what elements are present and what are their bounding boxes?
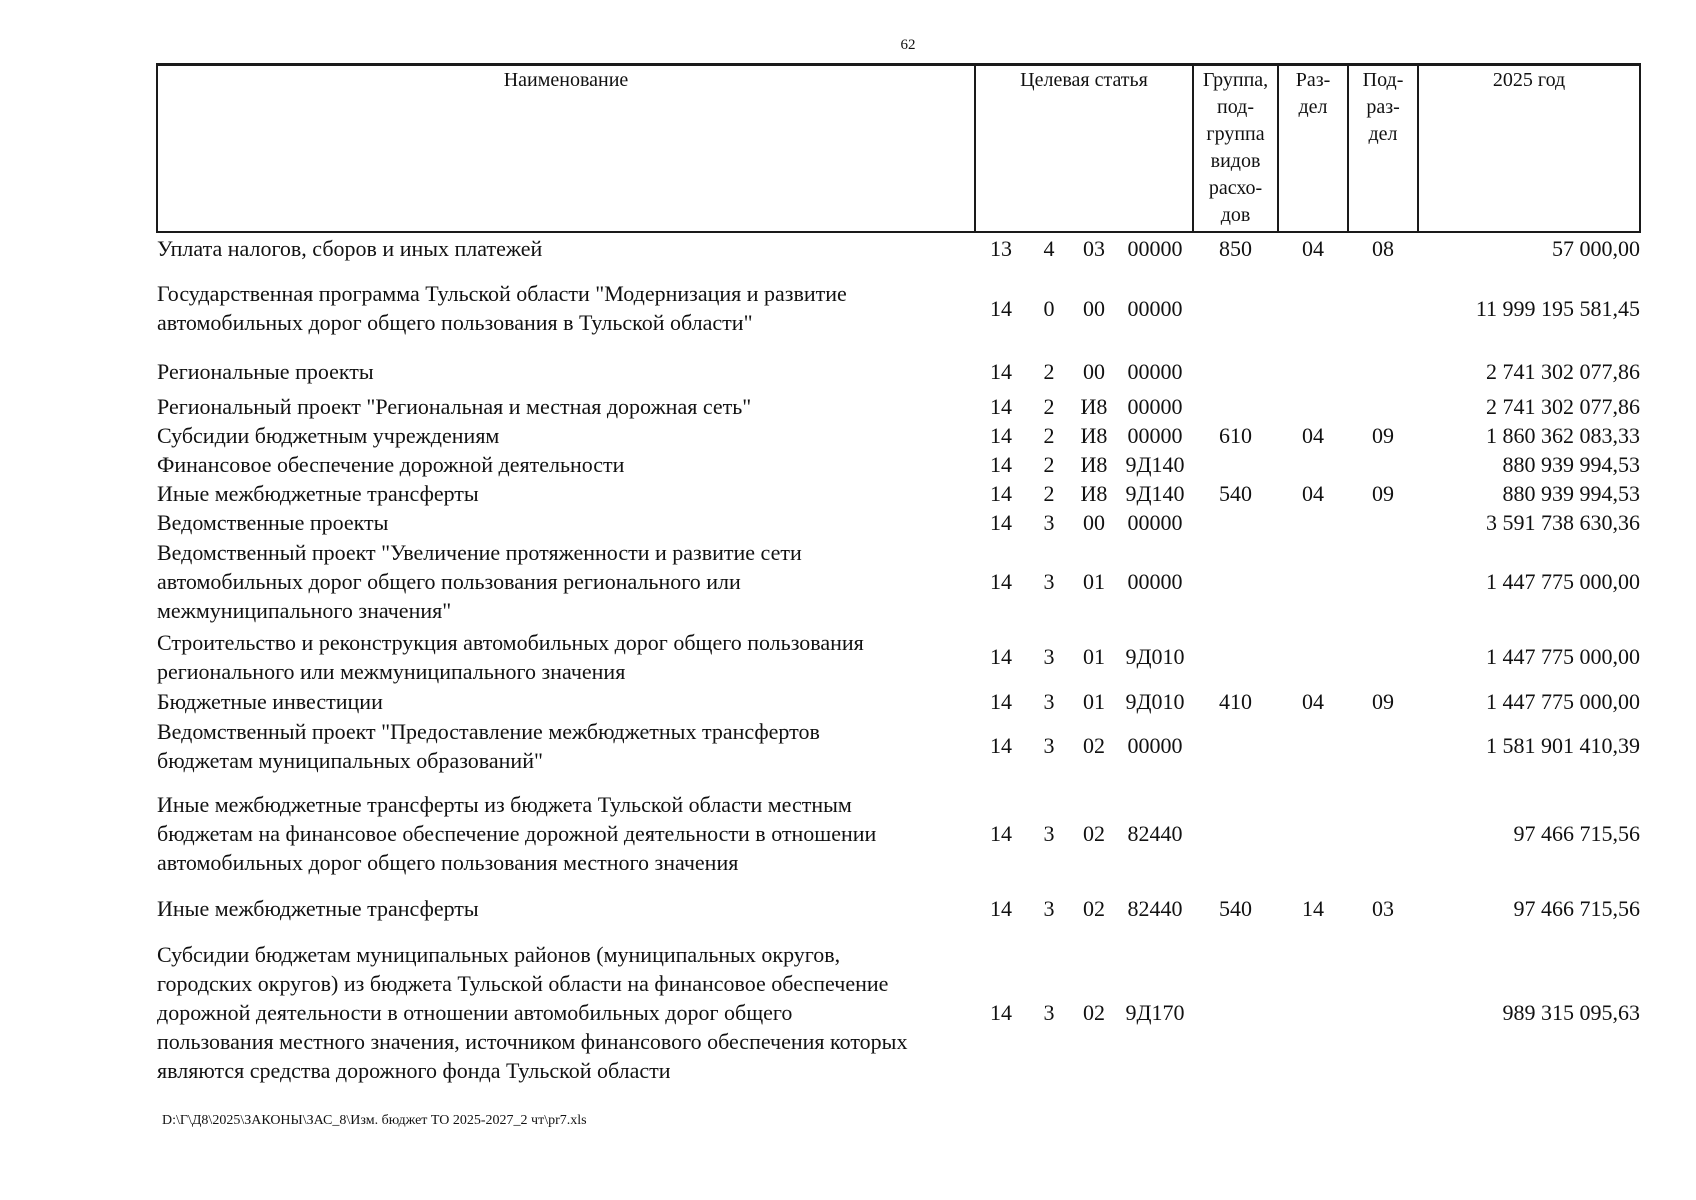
row-subsection: [1348, 450, 1418, 479]
row-expense-group: [1193, 627, 1278, 687]
text-line: Иные межбюджетные трансферты: [157, 480, 479, 506]
text-line: Иные межбюджетные трансферты из бюджета Тульской области местным: [157, 791, 852, 817]
row-section: [1278, 537, 1348, 627]
text-line: Региональный проект "Региональная и местная дорожная сеть": [157, 393, 752, 419]
row-section: [1278, 627, 1348, 687]
row-amount: 1 447 775 000,00: [1486, 644, 1641, 669]
row-code-project: 02: [1083, 1000, 1105, 1025]
header-expense-group-lines: [1196, 67, 1275, 229]
row-subsection: [1348, 265, 1418, 352]
row-code-project: И8: [1080, 422, 1108, 448]
text-line: Региональные проекты: [157, 359, 374, 384]
row-code-program: 14: [990, 422, 1012, 448]
text-line: межмуниципального значения": [157, 598, 452, 623]
row-expense-group: 850: [1219, 236, 1253, 261]
row-amount: 57 000,00: [1552, 236, 1641, 261]
row-section: [1278, 927, 1348, 1099]
page-number: 62: [900, 37, 916, 53]
row-amount: 1 581 901 410,39: [1486, 733, 1641, 758]
row-code-subprogram: 2: [1043, 359, 1055, 384]
row-code-project: И8: [1080, 480, 1108, 506]
table-row: [157, 927, 1640, 1099]
row-code-project: 00: [1083, 509, 1105, 535]
table-row: [157, 776, 1640, 891]
text-line: под-: [1217, 96, 1255, 118]
row-name: [157, 716, 975, 776]
header-year: 2025 год: [1418, 65, 1640, 232]
row-amount: 97 466 715,56: [1513, 896, 1641, 921]
row-section: [1278, 776, 1348, 891]
row-code-program: 14: [990, 393, 1012, 419]
row-expense-group: [1193, 450, 1278, 479]
text-line: регионального или межмуниципального значения: [157, 658, 626, 684]
row-code-project: 02: [1083, 820, 1105, 846]
row-section: 14: [1302, 896, 1325, 921]
row-section: [1278, 508, 1348, 537]
row-expense-group: 540: [1219, 480, 1253, 506]
row-code-subprogram: 3: [1043, 569, 1055, 594]
row-section: [1278, 450, 1348, 479]
row-code-direction: 9Д010: [1125, 644, 1185, 669]
table-row: [157, 392, 1640, 421]
row-subsection: [1348, 392, 1418, 421]
text-line: расхо-: [1208, 177, 1263, 199]
row-subsection: [1348, 508, 1418, 537]
row-subsection: [1348, 716, 1418, 776]
text-line: автомобильных дорог общего пользования регионального или: [157, 569, 741, 594]
row-expense-group: [1193, 927, 1278, 1099]
text-line: городских округов) из бюджета Тульской области на финансовое обеспечение: [157, 971, 889, 996]
text-line: раз-: [1366, 96, 1400, 118]
row-section: [1278, 716, 1348, 776]
row-code-program: 14: [990, 569, 1012, 594]
header-expense-group: [1193, 65, 1278, 232]
row-code-program: 14: [990, 820, 1012, 846]
row-expense-group: [1193, 776, 1278, 891]
row-subsection: [1348, 927, 1418, 1099]
text-line: Группа,: [1202, 69, 1269, 91]
row-amount: 11 999 195 581,45: [1475, 295, 1641, 321]
text-line: Уплата налогов, сборов и иных платежей: [157, 236, 543, 261]
row-section: 04: [1302, 422, 1325, 448]
row-code-direction: 82440: [1127, 820, 1183, 846]
text-line: дорожной деятельности в отношении автомобильных дорог общего: [157, 1000, 793, 1025]
table-row: [157, 537, 1640, 627]
text-line: автомобильных дорог общего пользования местного значения: [157, 849, 739, 875]
row-name: [157, 508, 975, 537]
row-code-subprogram: 3: [1043, 1000, 1055, 1025]
row-code-program: 14: [990, 1000, 1012, 1025]
row-name: [157, 687, 975, 716]
row-code-project: 02: [1083, 896, 1105, 921]
row-code-direction: 00000: [1127, 733, 1183, 758]
row-expense-group: [1193, 508, 1278, 537]
table-row: [157, 232, 1640, 265]
row-code-program: 14: [990, 644, 1012, 669]
row-subsection: [1348, 537, 1418, 627]
row-code-program: 14: [990, 359, 1012, 384]
row-name: [157, 352, 975, 392]
row-amount: 2 741 302 077,86: [1486, 393, 1641, 419]
text-line: видов: [1210, 150, 1261, 172]
row-name: [157, 421, 975, 450]
row-code-subprogram: 3: [1043, 688, 1055, 714]
row-subsection: [1348, 627, 1418, 687]
table-row: [157, 716, 1640, 776]
row-name: [157, 627, 975, 687]
row-amount: 97 466 715,56: [1513, 820, 1641, 846]
row-section: 04: [1302, 236, 1325, 261]
row-code-subprogram: 3: [1043, 509, 1055, 535]
text-line: Ведомственный проект "Увеличение протяженности и развитие сети: [157, 540, 802, 565]
header-section-lines: [1281, 67, 1345, 121]
row-code-program: 14: [990, 509, 1012, 535]
text-line: Под-: [1362, 69, 1404, 91]
row-code-project: 00: [1083, 295, 1105, 321]
row-code-subprogram: 3: [1043, 733, 1055, 758]
row-code-subprogram: 2: [1043, 480, 1055, 506]
text-line: Субсидии бюджетам муниципальных районов (муниципальных округов,: [157, 942, 841, 967]
text-line: группа: [1206, 123, 1265, 145]
row-amount: 1 447 775 000,00: [1486, 688, 1641, 714]
text-line: Ведомственные проекты: [157, 509, 389, 535]
row-name: [157, 265, 975, 352]
text-line: пользования местного значения, источником финансового обеспечения которых: [157, 1029, 908, 1054]
row-code-project: 01: [1083, 688, 1105, 714]
row-subsection: 03: [1372, 896, 1395, 921]
text-line: Ведомственный проект "Предоставление межбюджетных трансфертов: [157, 718, 820, 744]
table-row: [157, 479, 1640, 508]
header-subsection: [1348, 65, 1418, 232]
row-code-direction: 9Д140: [1125, 451, 1185, 477]
row-code-direction: 82440: [1127, 896, 1183, 921]
row-amount: 2 741 302 077,86: [1486, 359, 1641, 384]
row-code-program: 13: [990, 236, 1012, 261]
row-code-subprogram: 0: [1043, 295, 1055, 321]
row-expense-group: 610: [1219, 422, 1253, 448]
row-amount: 880 939 994,53: [1502, 480, 1641, 506]
row-subsection: 08: [1372, 236, 1395, 261]
row-section: [1278, 352, 1348, 392]
header-subsection-lines: [1351, 67, 1415, 148]
text-line: дел: [1298, 96, 1328, 118]
table-row: [157, 352, 1640, 392]
footer-file-path: D:\Г\Д8\2025\ЗАКОНЫ\ЗАС_8\Изм. бюджет ТО 2025-2027_2 чт\pr7.xls: [162, 1113, 587, 1128]
row-code-subprogram: 2: [1043, 451, 1055, 477]
table-row: [157, 891, 1640, 927]
row-expense-group: [1193, 352, 1278, 392]
text-line: Субсидии бюджетным учреждениям: [157, 422, 500, 448]
row-amount: 880 939 994,53: [1502, 451, 1641, 477]
row-code-direction: 00000: [1127, 295, 1183, 321]
row-code-project: 02: [1083, 733, 1105, 758]
row-subsection: 09: [1372, 480, 1395, 506]
row-amount: 1 447 775 000,00: [1486, 569, 1641, 594]
row-code-subprogram: 3: [1043, 644, 1055, 669]
row-code-project: 00: [1083, 359, 1105, 384]
row-amount: 3 591 738 630,36: [1486, 509, 1641, 535]
row-expense-group: [1193, 265, 1278, 352]
row-name: [157, 927, 975, 1099]
row-name: [157, 450, 975, 479]
row-code-subprogram: 2: [1043, 393, 1055, 419]
table-header-row: [157, 65, 1640, 232]
text-line: Иные межбюджетные трансферты: [157, 896, 479, 921]
row-expense-group: [1193, 537, 1278, 627]
row-subsection: [1348, 776, 1418, 891]
row-code-project: 03: [1083, 236, 1105, 261]
text-line: бюджетам муниципальных образований": [157, 747, 543, 773]
row-code-project: 01: [1083, 644, 1105, 669]
text-line: бюджетам на финансовое обеспечение дорожной деятельности в отношении: [157, 820, 877, 846]
row-code-program: 14: [990, 733, 1012, 758]
row-expense-group: [1193, 392, 1278, 421]
row-name: [157, 232, 975, 265]
row-code-direction: 9Д140: [1125, 480, 1185, 506]
row-code-direction: 00000: [1127, 422, 1183, 448]
table-row: [157, 687, 1640, 716]
header-name: Наименование: [157, 65, 975, 232]
text-line: Бюджетные инвестиции: [157, 688, 383, 714]
row-code-direction: 9Д170: [1125, 1000, 1185, 1025]
row-code-direction: 00000: [1127, 509, 1183, 535]
row-subsection: [1348, 352, 1418, 392]
row-code-direction: 00000: [1127, 236, 1183, 261]
text-line: дов: [1220, 204, 1251, 226]
row-section: 04: [1302, 688, 1325, 714]
row-code-program: 14: [990, 451, 1012, 477]
table-row: [157, 627, 1640, 687]
budget-table: [156, 63, 1641, 1099]
row-code-program: 14: [990, 688, 1012, 714]
row-code-project: И8: [1080, 451, 1108, 477]
text-line: Государственная программа Тульской области "Модернизация и развитие: [157, 281, 847, 306]
row-code-direction: 00000: [1127, 359, 1183, 384]
row-name: [157, 479, 975, 508]
row-code-program: 14: [990, 295, 1012, 321]
row-code-program: 14: [990, 896, 1012, 921]
row-expense-group: 540: [1219, 896, 1253, 921]
row-amount: 1 860 362 083,33: [1486, 422, 1641, 448]
row-code-program: 14: [990, 480, 1012, 506]
row-section: 04: [1302, 480, 1325, 506]
text-line: дел: [1368, 123, 1398, 145]
row-code-direction: 00000: [1127, 569, 1183, 594]
row-section: [1278, 265, 1348, 352]
text-line: автомобильных дорог общего пользования в Тульской области": [157, 310, 753, 335]
text-line: Раз-: [1295, 69, 1331, 91]
text-line: Строительство и реконструкция автомобильных дорог общего пользования: [157, 629, 864, 655]
row-subsection: 09: [1372, 422, 1395, 448]
text-line: являются средства дорожного фонда Тульской области: [157, 1058, 671, 1083]
row-name: [157, 891, 975, 927]
row-name: [157, 776, 975, 891]
table-row: [157, 450, 1640, 479]
row-code-subprogram: 3: [1043, 820, 1055, 846]
row-subsection: 09: [1372, 688, 1395, 714]
table-row: [157, 508, 1640, 537]
table-row: [157, 265, 1640, 352]
row-expense-group: 410: [1219, 688, 1253, 714]
row-code-project: 01: [1083, 569, 1105, 594]
table-row: [157, 421, 1640, 450]
header-target-article: Целевая статья: [975, 65, 1193, 232]
row-code-subprogram: 4: [1043, 236, 1055, 261]
row-name: [157, 392, 975, 421]
row-code-project: И8: [1080, 393, 1108, 419]
row-section: [1278, 392, 1348, 421]
row-amount: 989 315 095,63: [1502, 1000, 1641, 1025]
row-expense-group: [1193, 716, 1278, 776]
row-code-direction: 00000: [1127, 393, 1183, 419]
row-code-subprogram: 2: [1043, 422, 1055, 448]
row-code-direction: 9Д010: [1125, 688, 1185, 714]
row-code-subprogram: 3: [1043, 896, 1055, 921]
table-body: [157, 232, 1640, 1099]
text-line: Финансовое обеспечение дорожной деятельности: [157, 451, 625, 477]
header-section: [1278, 65, 1348, 232]
row-name: [157, 537, 975, 627]
